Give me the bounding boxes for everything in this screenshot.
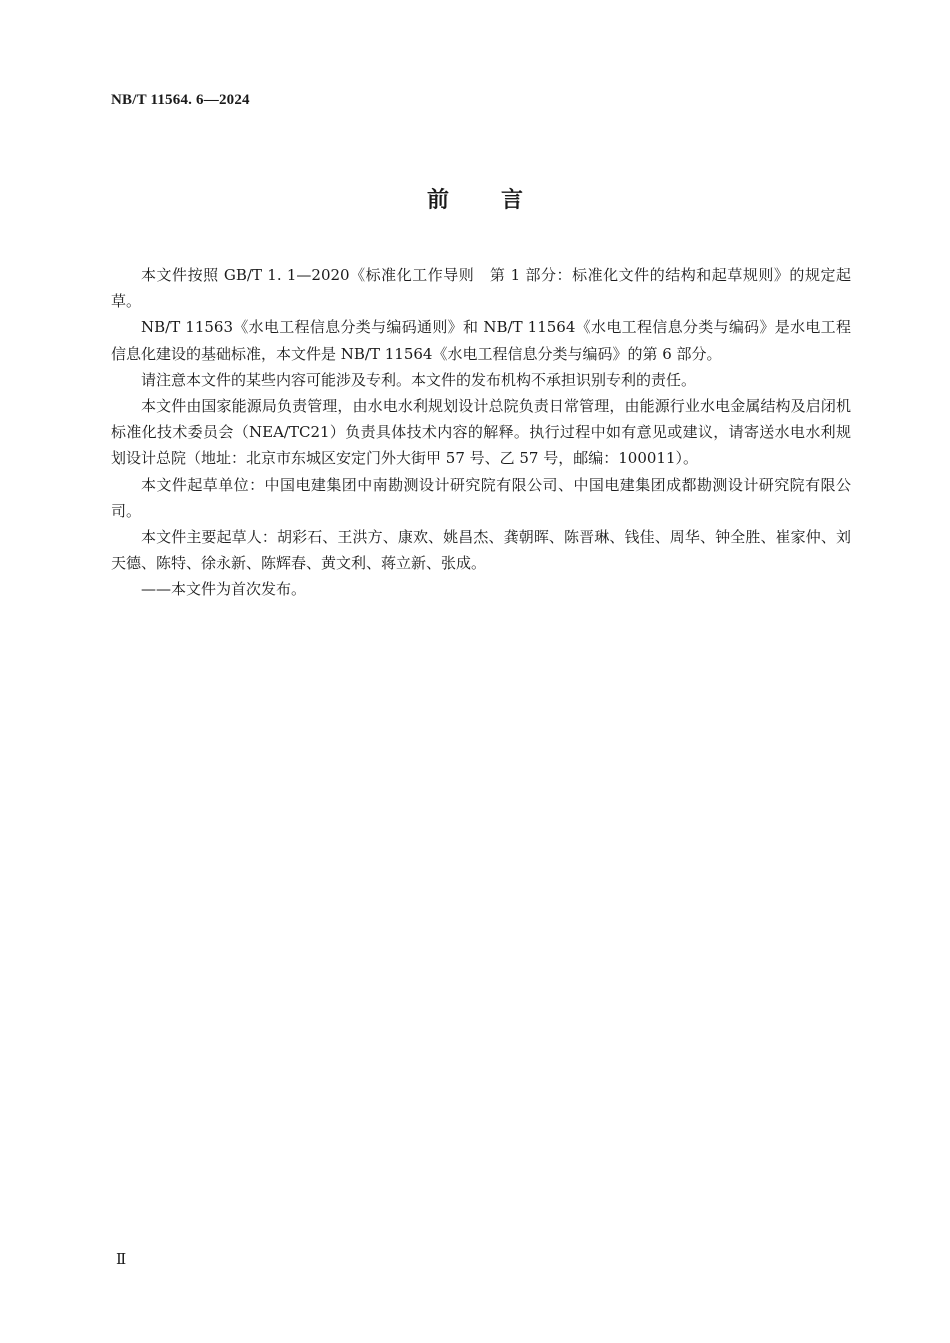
paragraph-standard-series: NB/T 11563《水电工程信息分类与编码通则》和 NB/T 11564《水电工程信息分类与编码》是水电工程信息化建设的基础标准，本文件是 NB/T 11564《水电工程信息分类与编码》的第 6 部分。 <box>111 318 851 363</box>
paragraph-drafters: 本文件主要起草人：胡彩石、王洪方、康欢、姚昌杰、龚朝晖、陈晋琳、钱佳、周华、钟全胜、崔家仲、刘天德、陈特、徐永新、陈辉春、黄文利、蒋立新、张成。 <box>111 528 851 573</box>
body-text <box>111 262 851 603</box>
paragraph-drafting-units: 本文件起草单位：中国电建集团中南勘测设计研究院有限公司、中国电建集团成都勘测设计研究院有限公司。 <box>111 475 851 520</box>
paragraph-patent-notice: 请注意本文件的某些内容可能涉及专利。本文件的发布机构不承担识别专利的责任。 <box>141 370 697 389</box>
paragraph-administration: 本文件由国家能源局负责管理，由水电水利规划设计总院负责日常管理，由能源行业水电金属结构及启闭机标准化技术委员会（NEA/TC21）负责具体技术内容的解释。执行过程中如有意见或建议，请寄送水电水利规划设计总院（地址：北京市东城区安定门外大街甲 57 号、乙 57 号，邮编：100011）。 <box>111 397 851 468</box>
paragraph-first-release: ——本文件为首次发布。 <box>141 580 307 599</box>
page-number: Ⅱ <box>116 1252 127 1268</box>
paragraph-drafting-rules: 本文件按照 GB/T 1. 1—2020《标准化工作导则 第 1 部分：标准化文件的结构和起草规则》的规定起草。 <box>111 266 851 311</box>
document-code: NB/T 11564. 6—2024 <box>111 92 250 108</box>
section-title: 前言 <box>426 188 575 213</box>
